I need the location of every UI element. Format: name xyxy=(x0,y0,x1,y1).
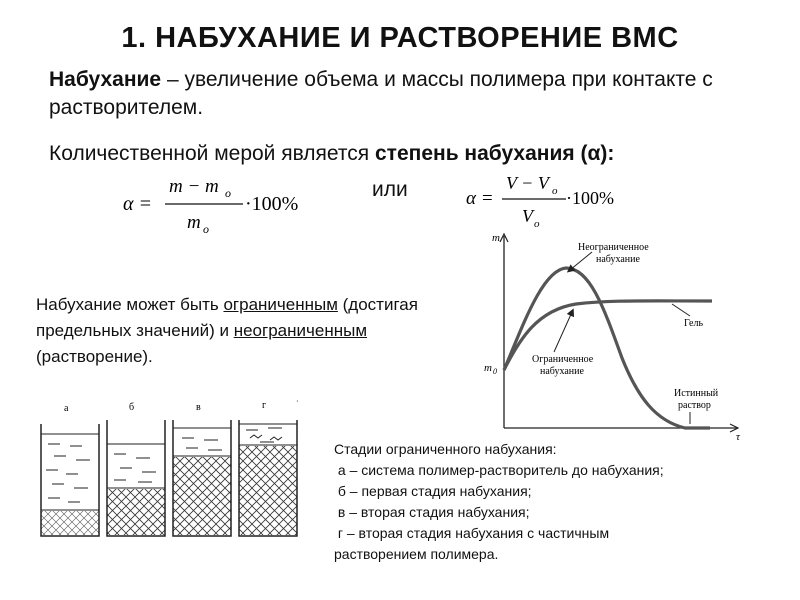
definition-paragraph xyxy=(49,66,769,122)
x-axis-label: τ xyxy=(736,431,740,443)
definition-term: Набухание xyxy=(49,68,162,91)
note-text-3: (растворение). xyxy=(36,347,153,366)
stages-heading: Стадии ограниченного набухания: xyxy=(334,441,557,457)
formula-mass-denominator: m xyxy=(187,212,201,233)
measure-text: Количественной мерой является xyxy=(49,142,375,165)
note-text-2: (достигая предельных значений) и xyxy=(36,295,418,340)
formula-volume-denominator: V xyxy=(522,206,533,226)
gel-pointer xyxy=(672,304,690,316)
formula-volume-denominator-sub: o xyxy=(534,218,540,230)
vessel-a xyxy=(41,424,99,536)
formula-mass xyxy=(115,168,325,238)
limited-swelling-pointer xyxy=(554,312,572,352)
formula-mass-numerator: m − m xyxy=(169,176,219,197)
definition-text: – увеличение объема и массы полимера при контакте с растворителем. xyxy=(49,68,713,119)
stage-item-a: а – система полимер-растворитель до набухания; xyxy=(334,462,664,478)
note-text-1: Набухание может быть xyxy=(36,295,224,314)
vessel-g-mark: · xyxy=(296,398,299,406)
vessel-g-label: г xyxy=(262,400,267,411)
measure-term: степень набухания (α): xyxy=(375,142,615,165)
unlimited-swelling-pointer xyxy=(570,252,592,270)
unlimited-swelling-label-1: Неограниченное xyxy=(578,242,649,253)
unlimited-term: неограниченным xyxy=(233,321,368,340)
stage-item-g: г – вторая стадия набухания с частичным xyxy=(334,525,610,541)
vessel-v-label: в xyxy=(196,402,201,413)
gel-label: Гель xyxy=(684,318,704,329)
vessel-v xyxy=(173,420,231,536)
m0-label-sub: 0 xyxy=(493,367,497,376)
limited-swelling-label-2: набухание xyxy=(540,366,584,377)
vessel-b-label: б xyxy=(129,402,135,413)
or-word: или xyxy=(372,178,408,201)
formula-mass-numerator-sub: o xyxy=(225,186,231,200)
y-axis-label: m xyxy=(492,232,500,244)
stage-item-g-cont: растворением полимера. xyxy=(334,546,499,562)
formula-volume-factor: ·100% xyxy=(566,188,614,208)
vessel-a-label: а xyxy=(64,403,69,414)
unlimited-swelling-label-2: набухание xyxy=(596,254,640,265)
true-solution-label-1: Истинный xyxy=(674,388,719,399)
m0-label: m xyxy=(484,362,492,374)
formula-volume-lhs: α = xyxy=(466,188,494,209)
measure-paragraph xyxy=(49,140,779,168)
limited-term: ограниченным xyxy=(223,295,338,314)
formula-mass-factor: ·100% xyxy=(245,193,299,215)
swelling-stages-illustration xyxy=(36,398,306,543)
swelling-kinetics-graph xyxy=(480,228,750,443)
formula-volume-numerator: V − V xyxy=(506,173,549,193)
stage-item-b: б – первая стадия набухания; xyxy=(334,483,532,499)
stages-description xyxy=(334,439,774,565)
vessel-b xyxy=(107,420,165,536)
swelling-types-note xyxy=(36,292,456,370)
formula-mass-lhs: α = xyxy=(123,193,152,215)
vessel-g xyxy=(239,420,297,536)
true-solution-label-2: раствор xyxy=(678,400,711,411)
formula-mass-denominator-sub: o xyxy=(203,222,209,236)
limited-swelling-label-1: Ограниченное xyxy=(532,354,594,365)
page-title: 1. НАБУХАНИЕ И РАСТВОРЕНИЕ ВМС xyxy=(121,22,679,54)
formula-volume-numerator-sub: o xyxy=(552,185,558,197)
stage-item-v: в – вторая стадия набухания; xyxy=(334,504,530,520)
